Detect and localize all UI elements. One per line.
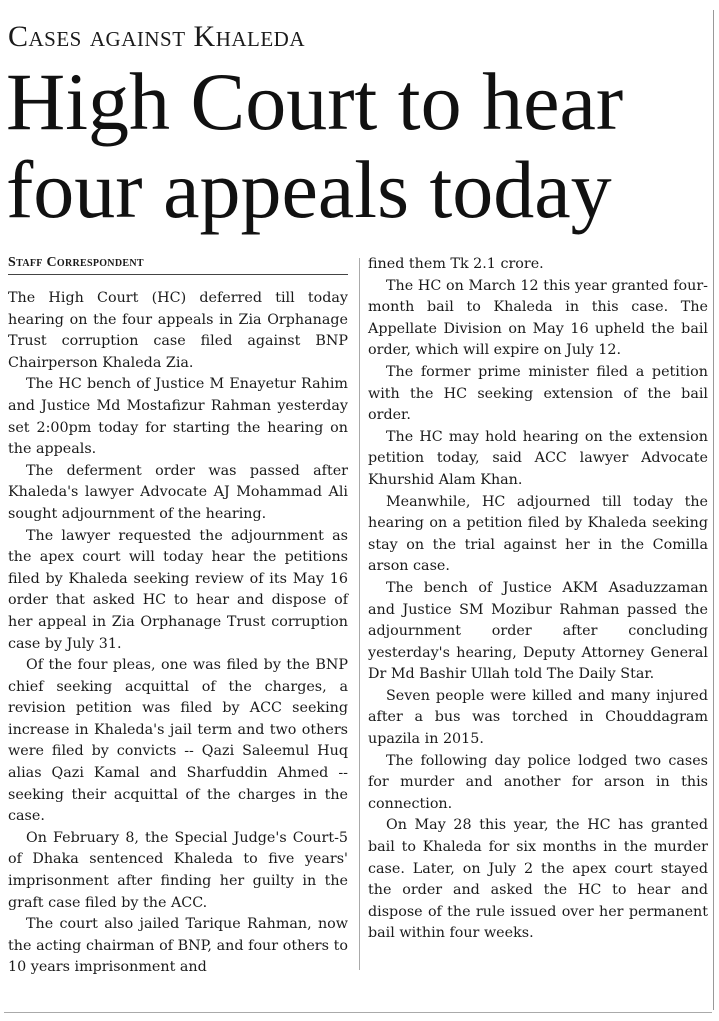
paragraph: The HC may hold hearing on the extension petition today, said ACC lawyer Advocate Khurshid Alam Khan. — [368, 428, 708, 488]
paragraph: The HC bench of Justice M Enayetur Rahim and Justice Md Mostafizur Rahman yesterday set 2:00pm today for starting the hearing on the appeals. — [8, 376, 348, 458]
headline: High Court to hear four appeals today — [6, 56, 624, 235]
article-column-2 — [368, 254, 708, 945]
byline-rule — [8, 274, 348, 275]
paragraph: The High Court (HC) deferred till today hearing on the four appeals in Zia Orphanage Trust corruption case filed against BNP Chairperson Khaleda Zia. — [8, 290, 348, 371]
paragraph: Meanwhile, HC adjourned till today the hearing on a petition filed by Khaleda seeking stay on the trial against her in the Comilla arson case. — [368, 493, 708, 575]
paragraph: The deferment order was passed after Khaleda's lawyer Advocate AJ Mohammad Ali sought adjournment of the hearing. — [8, 462, 348, 522]
paragraph: The bench of Justice AKM Asaduzzaman and Justice SM Mozibur Rahman passed the adjournment order after concluding yesterday's hearing, Deputy Attorney General Dr Md Bashir Ullah told The Daily Star. — [368, 579, 708, 683]
article-column-1 — [8, 288, 348, 979]
paragraph: The HC on March 12 this year granted four-month bail to Khaleda in this case. The Appellate Division on May 16 upheld the bail order, which will expire on July 12. — [368, 277, 708, 359]
paragraph: The lawyer requested the adjournment as the apex court will today hear the petitions filed by Khaleda seeking review of its May 16 order that asked HC to hear and dispose of her appeal in Zia Orphanage Trust corruption case by July 31. — [8, 527, 348, 652]
paragraph: On February 8, the Special Judge's Court-5 of Dhaka sentenced Khaleda to five years' imprisonment after finding her guilty in the graft case filed by the ACC. — [8, 829, 348, 911]
bottom-rule — [4, 1012, 712, 1013]
paragraph: Of the four pleas, one was filed by the BNP chief seeking acquittal of the charges, a revision petition was filed by ACC seeking increase in Khaleda's jail term and two others were filed by convicts -- Qazi Saleemul Huq alias Qazi Kamal and Sharfuddin Ahmed -- seeking their acquittal of the charges in the case. — [8, 657, 348, 825]
paragraph: Seven people were killed and many injured after a bus was torched in Chouddagram upazila in 2015. — [368, 687, 708, 748]
paragraph: The former prime minister filed a petition with the HC seeking extension of the bail order. — [368, 363, 708, 424]
paragraph: On May 28 this year, the HC has granted bail to Khaleda for six months in the murder case. Later, on July 2 the apex court stayed the order and asked the HC to hear and dispose of the rule issued over her permanent bail within four weeks. — [368, 817, 708, 942]
paragraph: fined them Tk 2.1 crore. — [368, 256, 544, 272]
page-edge-rule — [713, 10, 714, 1010]
column-divider — [359, 258, 360, 970]
byline: Staff Correspondent — [8, 255, 144, 270]
paragraph: The court also jailed Tarique Rahman, now the acting chairman of BNP, and four others to 10 years imprisonment and — [8, 916, 348, 976]
kicker: Cases against Khaleda — [8, 20, 306, 53]
paragraph: The following day police lodged two cases for murder and another for arson in this connection. — [368, 752, 708, 812]
